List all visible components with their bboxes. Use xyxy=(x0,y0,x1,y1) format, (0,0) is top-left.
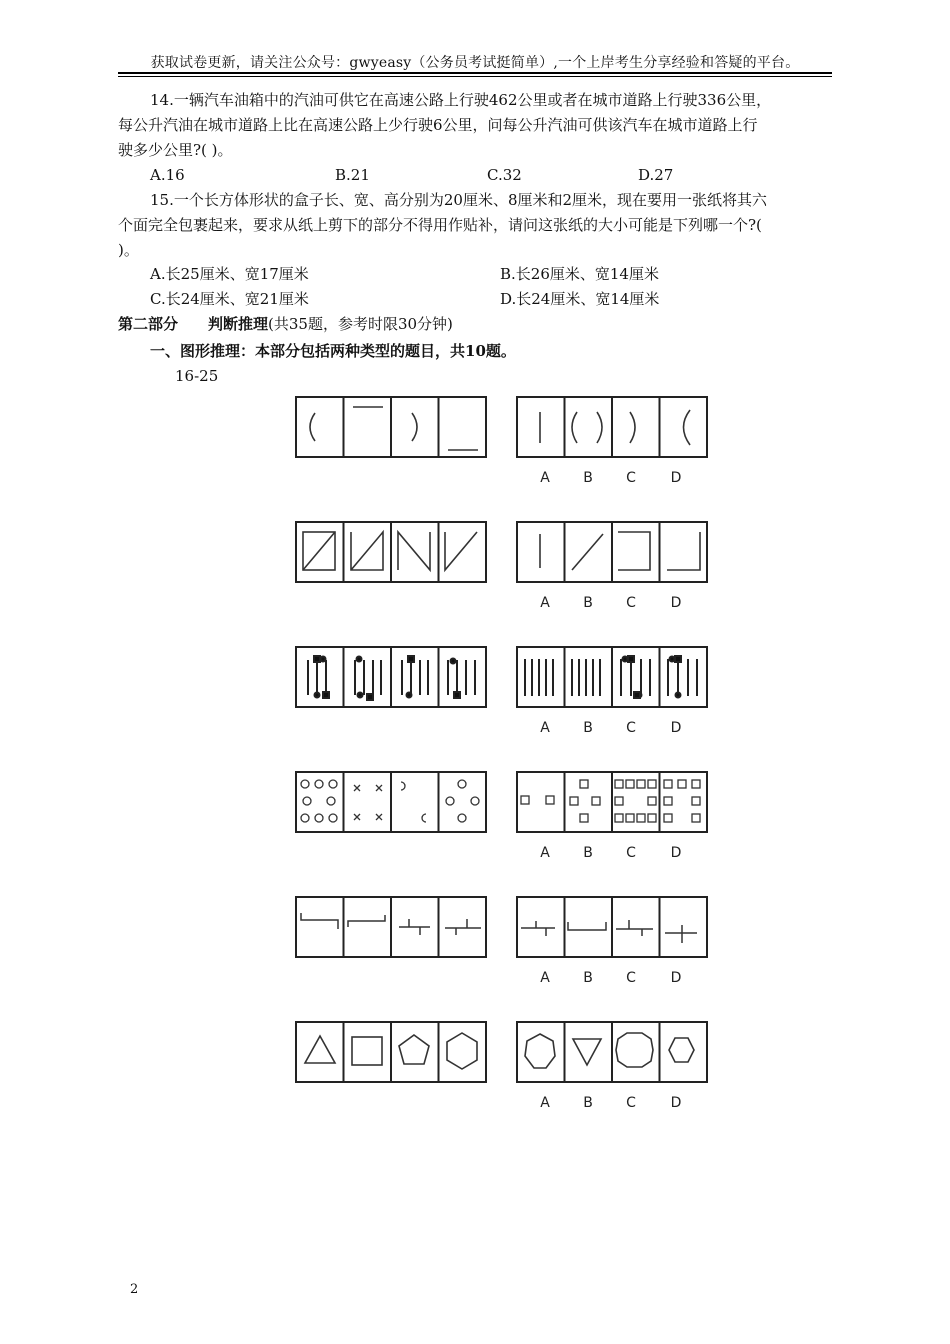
header-rule-thin xyxy=(118,76,832,77)
puzzle-6-letters xyxy=(0,1095,950,1115)
puzzle-2-letters xyxy=(0,595,950,615)
option-letter-a: A xyxy=(540,470,550,486)
q14-option-c: C.32 xyxy=(487,166,522,184)
option-letter-c: C xyxy=(626,1095,636,1111)
option-letter-b: B xyxy=(583,470,593,486)
q14-option-d: D.27 xyxy=(638,166,674,184)
puzzle-5-letters xyxy=(0,970,950,990)
option-letter-a: A xyxy=(540,720,550,736)
puzzle-3-letters xyxy=(0,720,950,740)
page-header: 获取试卷更新，请关注公众号：gwyeasy（公务员考试挺简单）,一个上岸考生分享经验和答疑的平台。 xyxy=(150,55,800,71)
header-rule-thick xyxy=(118,72,832,74)
section-title-rest: (共35题，参考时限30分钟) xyxy=(268,315,453,333)
puzzle-4-letters xyxy=(0,845,950,865)
q14-line1: 14.一辆汽车油箱中的汽油可供它在高速公路上行驶462公里或者在城市道路上行驶336公里， xyxy=(150,91,772,109)
q14-line2: 每公升汽油在城市道路上比在高速公路上少行驶6公里，问每公升汽油可供该汽车在城市道路上行 xyxy=(118,116,758,134)
puzzle-5-figure xyxy=(295,895,710,960)
q15-option-b: B.长26厘米、宽14厘米 xyxy=(500,265,659,283)
option-letter-d: D xyxy=(670,845,682,861)
section-title-main: 第二部分 判断推理 xyxy=(118,315,269,333)
q15-line3: )。 xyxy=(118,241,139,259)
option-letter-d: D xyxy=(670,970,682,986)
q15-option-c: C.长24厘米、宽21厘米 xyxy=(150,290,309,308)
option-letter-d: D xyxy=(670,470,682,486)
option-letter-b: B xyxy=(583,1095,593,1111)
option-letter-b: B xyxy=(583,595,593,611)
option-letter-c: C xyxy=(626,470,636,486)
option-letter-d: D xyxy=(670,1095,682,1111)
option-letter-b: B xyxy=(583,970,593,986)
section-title xyxy=(118,313,453,334)
option-letter-a: A xyxy=(540,595,550,611)
q14-option-b: B.21 xyxy=(335,166,370,184)
page-number: 2 xyxy=(130,1282,139,1297)
q15-line2: 个面完全包裹起来，要求从纸上剪下的部分不得用作贴补，请问这张纸的大小可能是下列哪一个?( xyxy=(118,216,762,234)
option-letter-c: C xyxy=(626,970,636,986)
question-range: 16-25 xyxy=(175,367,219,385)
q15-line1: 15.一个长方体形状的盒子长、宽、高分别为20厘米、8厘米和2厘米，现在要用一张纸将其六 xyxy=(150,191,768,209)
option-letter-b: B xyxy=(583,720,593,736)
subsection-title: 一、图形推理：本部分包括两种类型的题目，共10题。 xyxy=(150,342,516,360)
puzzle-2-figure xyxy=(295,520,710,585)
puzzle-4-figure xyxy=(295,770,710,835)
option-letter-c: C xyxy=(626,720,636,736)
q15-option-d: D.长24厘米、宽14厘米 xyxy=(500,290,660,308)
puzzle-3-figure xyxy=(295,645,710,710)
option-letter-b: B xyxy=(583,845,593,861)
puzzle-1-figure xyxy=(295,395,710,460)
option-letter-c: C xyxy=(626,845,636,861)
option-letter-c: C xyxy=(626,595,636,611)
option-letter-d: D xyxy=(670,595,682,611)
option-letter-d: D xyxy=(670,720,682,736)
q15-option-a: A.长25厘米、宽17厘米 xyxy=(150,265,309,283)
puzzle-6-figure xyxy=(295,1020,710,1085)
q14-option-a: A.16 xyxy=(150,166,185,184)
puzzle-1-letters xyxy=(0,470,950,490)
q14-line3: 驶多少公里?( )。 xyxy=(118,141,233,159)
option-letter-a: A xyxy=(540,1095,550,1111)
option-letter-a: A xyxy=(540,970,550,986)
option-letter-a: A xyxy=(540,845,550,861)
